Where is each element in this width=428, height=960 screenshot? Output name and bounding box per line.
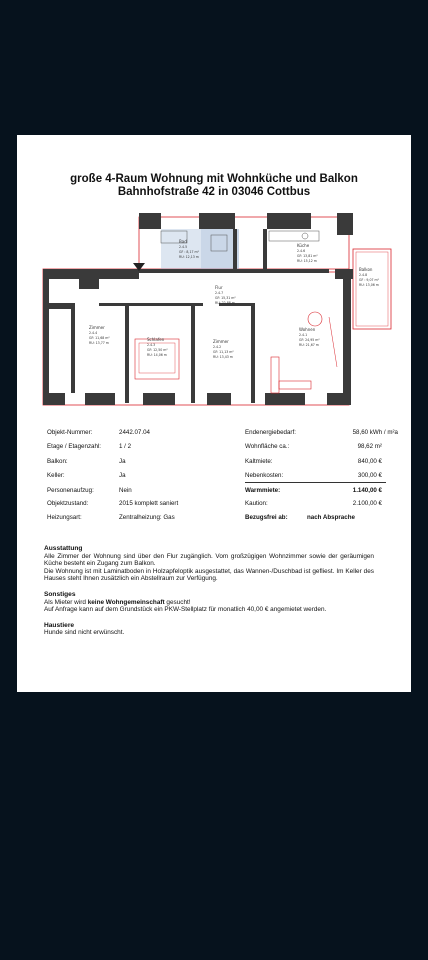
room-perimeter: RU: 15,12 m — [297, 259, 317, 263]
room-perimeter: RU: 22,88 m — [215, 301, 235, 305]
room-number: 2.4.5 — [179, 245, 188, 249]
fact-label: Heizungsart: — [47, 514, 82, 521]
room-label: Flur — [215, 285, 223, 290]
section-text: Hunde sind nicht erwünscht. — [44, 629, 125, 637]
room-number: 2.4.7 — [215, 291, 224, 295]
section-text — [44, 599, 374, 607]
room-label: Zimmer — [213, 339, 229, 344]
room-perimeter: RU: 13,06 m — [359, 283, 379, 287]
fact-value: 300,00 € — [357, 472, 382, 479]
fact-label: Objektzustand: — [47, 500, 89, 507]
section-text: Auf Anfrage kann auf dem Grundstück ein PKW-Stellplatz für monatlich 40,00 € angemietet werden. — [44, 606, 327, 614]
fact-value: Nein — [119, 487, 132, 494]
fact-value: Ja — [119, 458, 126, 465]
fact-value-bold: nach Absprache — [307, 514, 355, 521]
fact-value: 98,62 m² — [357, 443, 382, 450]
room-area: GF : 8,17 m² — [179, 250, 199, 254]
room-number: 2.4.2 — [213, 345, 222, 349]
room-label: Bad — [179, 239, 187, 244]
fact-label: Keller: — [47, 472, 65, 479]
section-title-sonstiges: Sonstiges — [44, 590, 76, 598]
room-perimeter: RU: 14,06 m — [147, 353, 167, 357]
description — [44, 545, 374, 637]
room-area: GF: 24,95 m² — [299, 338, 320, 342]
text-span: gesucht! — [164, 598, 191, 606]
fact-value: 2.100,00 € — [352, 500, 382, 507]
room-perimeter: RU: 21,67 m — [299, 343, 319, 347]
expose-sheet — [17, 135, 411, 692]
room-number: 2.4.1 — [299, 333, 308, 337]
fact-label: Nebenkosten: — [245, 472, 284, 479]
fact-value: 840,00 € — [357, 458, 382, 465]
room-number: 2.4.8 — [359, 273, 368, 277]
room-number: 2.4.4 — [89, 331, 98, 335]
room-perimeter: RU: 12,13 m — [179, 255, 199, 259]
section-text: Alle Zimmer der Wohnung sind über den Flur zugänglich. Vom großzügigen Wohnzimmer sowie der geräumigen Küche besteht ein Zugang zum Balkon. — [44, 552, 374, 568]
fact-value-bold: 1.140,00 € — [352, 487, 382, 494]
fact-label-bold: Warmmiete: — [245, 487, 281, 494]
emphasis: keine Wohngemeinschaft — [87, 598, 165, 606]
fact-label: Kaltmiete: — [245, 458, 273, 465]
room-label: Küche — [297, 243, 310, 248]
fact-value: 58,60 kWh / m²a — [352, 429, 398, 436]
fact-label: Kaution: — [245, 500, 268, 507]
fact-label: Balkon: — [47, 458, 68, 465]
room-area: GF: 12,50 m² — [147, 348, 168, 352]
floor-plan — [39, 207, 394, 407]
fact-label-bold: Bezugsfrei ab: — [245, 514, 288, 521]
text-span: Als Mieter wird — [44, 598, 88, 606]
room-number: 2.4.3 — [147, 343, 156, 347]
room-label: Balkon — [359, 267, 373, 272]
fact-label: Objekt-Nummer: — [47, 429, 93, 436]
room-perimeter: RU: 13,43 m — [213, 355, 233, 359]
fact-value: 2015 komplett saniert — [119, 500, 179, 507]
room-label: Wohnen — [299, 327, 316, 332]
room-area: GF: 11,68 m² — [89, 336, 110, 340]
room-area: GF : 9,07 m² — [359, 278, 379, 282]
room-perimeter: RU: 13,77 m — [89, 341, 109, 345]
fact-value: 1 / 2 — [119, 443, 132, 450]
title-line-1: große 4-Raum Wohnung mit Wohnküche und Balkon — [70, 173, 358, 185]
room-label: Schlafen — [147, 337, 165, 342]
fact-label: Endenergiebedarf: — [245, 429, 296, 436]
room-label: Zimmer — [89, 325, 105, 330]
fact-value: 2442.07.04 — [119, 429, 150, 436]
fact-label: Personenaufzug: — [47, 487, 94, 494]
room-area: GF: 15,31 m² — [215, 296, 236, 300]
fact-value: Zentralheizung: Gas — [119, 514, 175, 521]
fact-label: Etage / Etagenzahl: — [47, 443, 102, 450]
title-line-2: Bahnhofstraße 42 in 03046 Cottbus — [117, 186, 311, 198]
room-number: 2.4.6 — [297, 249, 306, 253]
fact-label: Wohnfläche ca.: — [245, 443, 290, 450]
section-text: Die Wohnung ist mit Laminatboden in Holzapfeloptik ausgestattet, das Wannen-/Duschbad ist gefliest. Im Keller des Hauses steht Ihnen zusätzlich ein Abstellraum zur Verfügung. — [44, 567, 374, 583]
divider — [245, 482, 386, 483]
fact-value: Ja — [119, 472, 126, 479]
room-area: GF: 11,13 m² — [213, 350, 234, 354]
section-title-ausstattung: Ausstattung — [44, 545, 83, 552]
page-title — [17, 173, 411, 199]
room-area: GF: 13,81 m² — [297, 254, 318, 258]
section-title-haustiere: Haustiere — [44, 621, 75, 629]
